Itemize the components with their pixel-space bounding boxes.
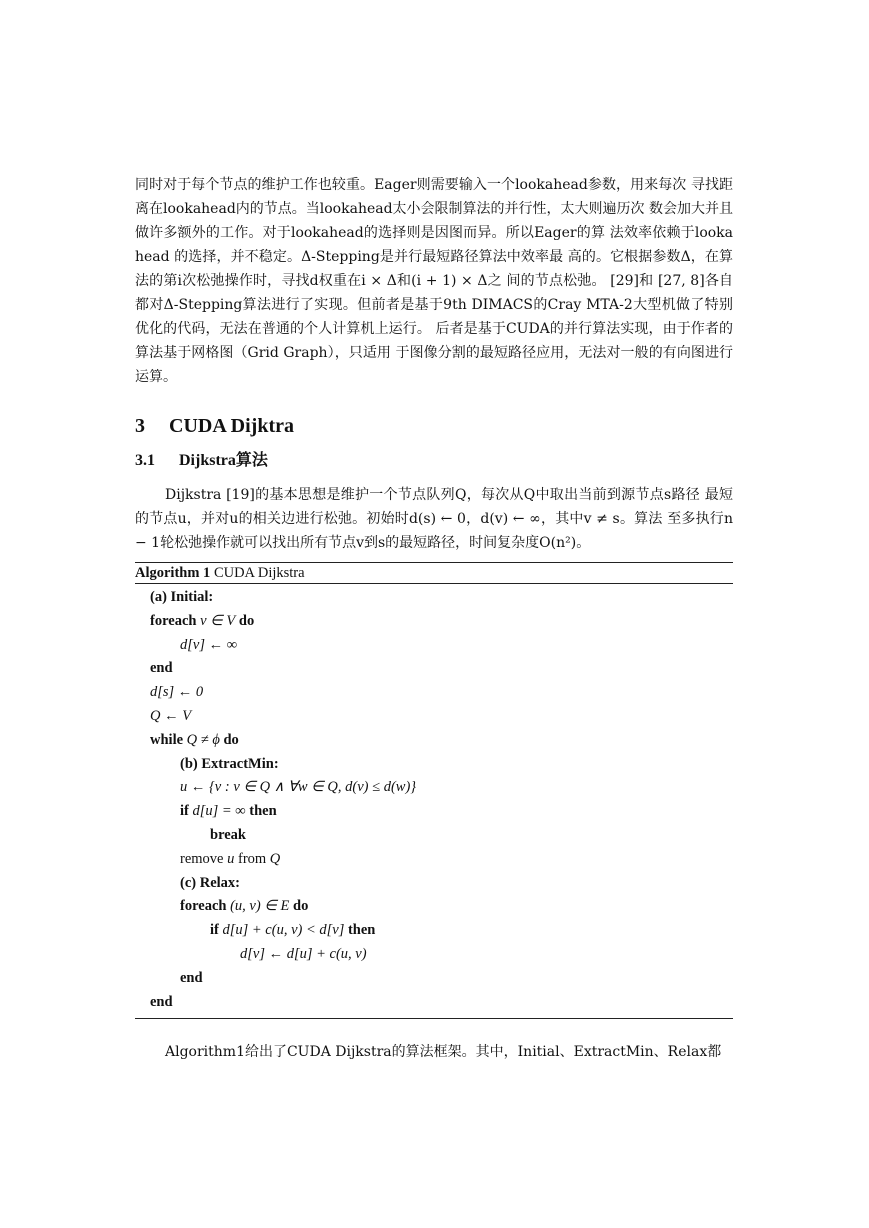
algorithm-math: d[v] ← d[u] + c(u, v) xyxy=(240,945,367,962)
algorithm-math: d[u] = ∞ xyxy=(192,803,246,820)
algorithm-math: Q ≠ ϕ xyxy=(186,731,220,748)
algorithm-line xyxy=(135,729,733,753)
algorithm-keyword: then xyxy=(344,922,376,939)
algorithm-line xyxy=(135,824,733,848)
text-line: Dijkstra [19]的基本思想是维护一个节点队列Q，每次从Q中取出当前到源节点s路径 xyxy=(165,487,700,503)
algorithm-line xyxy=(135,634,733,658)
subsection-heading xyxy=(135,449,733,473)
algorithm-text: remove xyxy=(180,850,228,867)
algorithm-keyword: foreach xyxy=(180,898,231,915)
text-line: 数会加大并且做许多额外的工作。对于lookahead的选择则是因图而异。所以Eager的算 xyxy=(135,201,734,241)
algorithm-math: u xyxy=(227,850,235,867)
algorithm-keyword: foreach xyxy=(150,612,201,629)
algorithm-line xyxy=(135,967,733,991)
text-line: 同时对于每个节点的维护工作也较重。Eager则需要输入一个lookahead参数，用来每次 xyxy=(135,177,687,193)
algorithm-box xyxy=(135,562,733,1019)
algorithm-keyword: do xyxy=(235,612,255,629)
algorithm-line xyxy=(135,705,733,729)
text-line: DIMACS的Cray MTA-2大型机做了特别优化的代码，无法在普通的个人计算机上运行。 xyxy=(135,297,733,337)
intro-paragraph xyxy=(135,173,733,389)
algorithm-keyword: then xyxy=(245,803,277,820)
text-line: 寻找距离在lookahead内的节点。当lookahead太小会限制算法的并行性，太大则遍历次 xyxy=(135,177,734,217)
algorithm-body xyxy=(135,584,733,1018)
dijkstra-paragraph xyxy=(135,483,733,555)
algorithm-keyword: do xyxy=(289,898,309,915)
section-title: CUDA Dijktra xyxy=(169,415,294,437)
algorithm-line xyxy=(135,919,733,943)
algorithm-math: u ← {v : v ∈ Q ∧ ∀w ∈ Q, d(v) ≤ d(w)} xyxy=(180,779,417,796)
algorithm-keyword: break xyxy=(210,826,246,843)
text-line: 间的节点松弛。 [29]和 [27, 8]各自都对Δ-Stepping算法进行了实现。但前者是基于9th xyxy=(135,273,734,313)
algorithm-line xyxy=(135,848,733,872)
algorithm-keyword: if xyxy=(180,803,193,820)
algorithm-math: d[s] ← 0 xyxy=(150,684,204,701)
algorithm-line xyxy=(135,681,733,705)
algorithm-keyword: end xyxy=(150,660,173,677)
algorithm-math: v ∈ V xyxy=(200,612,236,629)
algorithm-keyword: (b) ExtractMin: xyxy=(180,755,279,772)
text-line: 至多执行n − 1轮松弛操作就可以找出所有节点v到s的最短路径，时间复杂度O(n²)。 xyxy=(135,511,734,551)
text-line: 法效率依赖于lookahead 的选择，并不稳定。Δ-Stepping是并行最短路径算法中效率最 xyxy=(135,225,734,265)
algorithm-line xyxy=(135,800,733,824)
algorithm-keyword: end xyxy=(180,969,203,986)
algorithm-caption xyxy=(135,563,733,584)
algorithm-line xyxy=(135,943,733,967)
algorithm-text: from xyxy=(234,850,270,867)
section-heading xyxy=(135,412,733,440)
algorithm-line xyxy=(135,991,733,1015)
algorithm-label: Algorithm 1 xyxy=(135,565,211,581)
algorithm-math: Q xyxy=(269,850,281,867)
algorithm-line xyxy=(135,657,733,681)
algorithm-keyword: (a) Initial: xyxy=(150,589,214,605)
algorithm-keyword: (c) Relax: xyxy=(180,874,240,891)
paper-page xyxy=(135,173,733,1064)
algorithm-name: CUDA Dijkstra xyxy=(213,565,305,581)
algorithm-line xyxy=(135,895,733,919)
algorithm-math: d[v] ← ∞ xyxy=(180,636,238,653)
algorithm-line xyxy=(135,753,733,777)
text-line: 于图像分割的最短路径应用，无法对一般的有向图进行运算。 xyxy=(135,345,734,385)
algorithm-line xyxy=(135,586,733,610)
algorithm-keyword: do xyxy=(219,731,239,748)
text-line: 最短的节点u，并对u的相关边进行松弛。初始时d(s) ← 0，d(v) ← ∞，其中v ≠ s。算法 xyxy=(135,487,734,527)
algorithm-math: d[u] + c(u, v) < d[v] xyxy=(222,922,345,939)
subsection-title: Dijkstra算法 xyxy=(179,452,268,469)
closing-paragraph: Algorithm1给出了CUDA Dijkstra的算法框架。其中，Initial、ExtractMin、Relax都 xyxy=(165,1044,722,1061)
section-number: 3 xyxy=(135,415,145,437)
algorithm-math: (u, v) ∈ E xyxy=(230,898,290,915)
subsection-number: 3.1 xyxy=(135,452,155,469)
text-line: 后者是基于CUDA的并行算法实现，由于作者的算法基于网格图（Grid Graph），只适用 xyxy=(135,321,733,361)
text-line: 高的。它根据参数Δ，在算法的第i次松弛操作时，寻找d权重在i × Δ和(i + 1) × Δ之 xyxy=(135,249,733,289)
algorithm-keyword: end xyxy=(150,993,173,1010)
algorithm-keyword: if xyxy=(210,922,223,939)
algorithm-line xyxy=(135,872,733,896)
algorithm-math: Q ← V xyxy=(150,707,192,724)
algorithm-keyword: while xyxy=(150,731,187,748)
algorithm-line xyxy=(135,776,733,800)
algorithm-line xyxy=(135,610,733,634)
